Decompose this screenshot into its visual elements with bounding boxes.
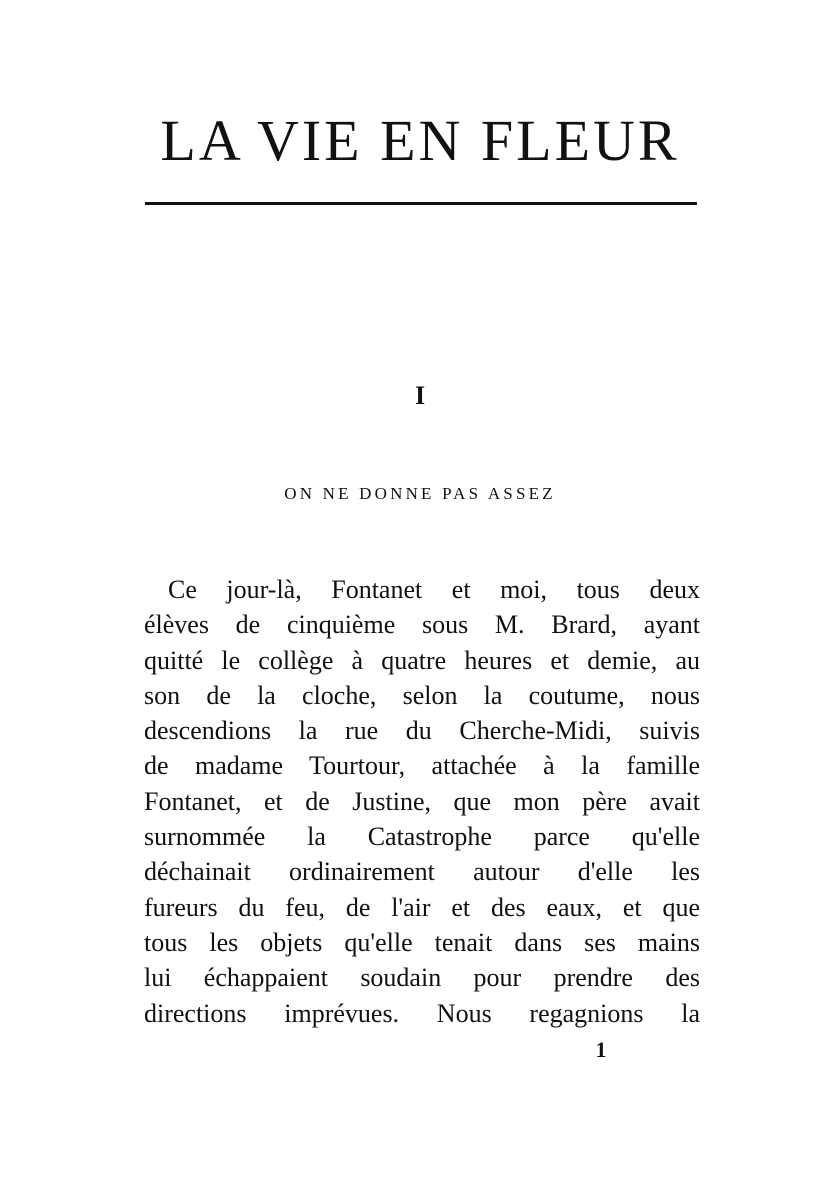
chapter-number: I	[414, 381, 426, 410]
body-line: lui échappaient soudain pour prendre des	[144, 963, 700, 993]
body-line: élèves de cinquième sous M. Brard, ayant	[144, 610, 700, 640]
chapter-title: ON NE DONNE PAS ASSEZ	[284, 484, 556, 503]
body-line: surnommée la Catastrophe parce qu'elle	[144, 822, 700, 852]
body-text	[144, 572, 700, 1031]
body-line: quitté le collège à quatre heures et demie, au	[144, 645, 700, 675]
book-title: LA VIE EN FLEUR	[160, 108, 680, 173]
body-line: Fontanet, et de Justine, que mon père avait	[144, 786, 700, 816]
body-line: déchainait ordinairement autour d'elle les	[144, 857, 700, 887]
title-rule	[145, 202, 697, 205]
body-line: Ce jour-là, Fontanet et moi, tous deux	[168, 575, 700, 604]
body-line: son de la cloche, selon la coutume, nous	[144, 680, 700, 710]
page-number: 1	[595, 1037, 607, 1062]
body-line: directions imprévues. Nous regagnions la	[144, 998, 700, 1028]
body-line: descendions la rue du Cherche-Midi, suivis	[144, 716, 700, 746]
body-line: de madame Tourtour, attachée à la famille	[144, 751, 700, 781]
body-line: fureurs du feu, de l'air et des eaux, et que	[144, 892, 700, 922]
body-line: tous les objets qu'elle tenait dans ses mains	[144, 927, 700, 957]
